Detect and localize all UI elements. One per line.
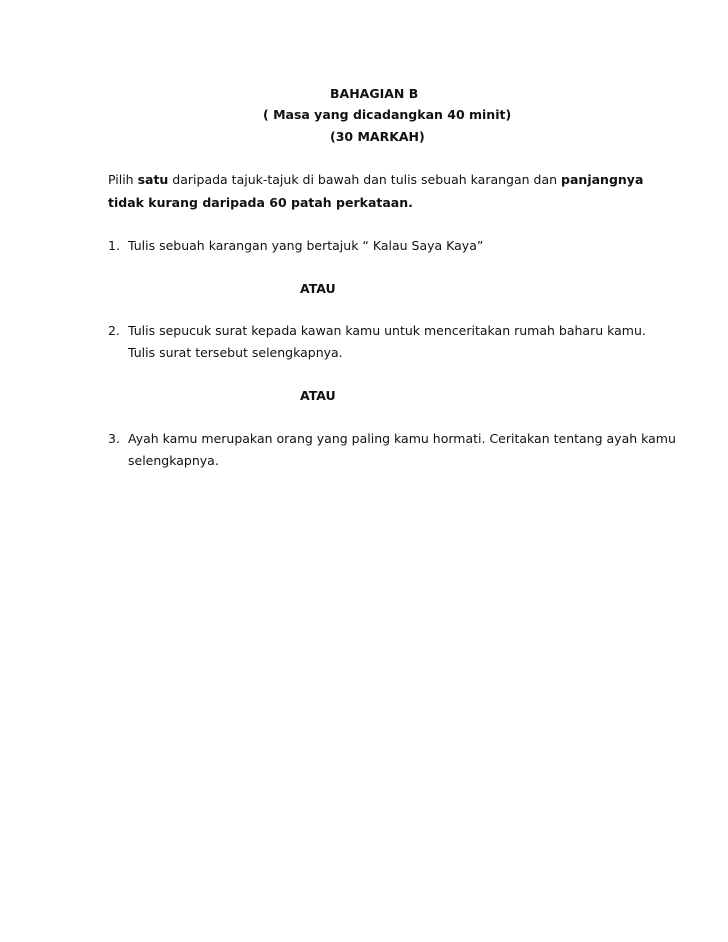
separator-atau: ATAU — [300, 281, 336, 296]
instruction-text-a: Pilih — [108, 172, 138, 187]
suggested-time: ( Masa yang dicadangkan 40 minit) — [263, 107, 512, 122]
instruction-bold-panjangnya: panjangnya — [561, 172, 644, 187]
total-marks: (30 MARKAH) — [330, 129, 425, 144]
instruction-bold-satu: satu — [137, 172, 169, 187]
question-text: Tulis sepucuk surat kepada kawan kamu untuk menceritakan rumah baharu kamu. — [128, 323, 646, 338]
question-1 — [108, 238, 483, 253]
question-3 — [108, 431, 676, 446]
instruction-line-1 — [108, 172, 643, 187]
section-title: BAHAGIAN B — [330, 86, 419, 101]
question-number: 2. — [108, 323, 120, 338]
question-text: Tulis sebuah karangan yang bertajuk “ Kalau Saya Kaya” — [128, 238, 484, 253]
separator-atau: ATAU — [300, 388, 336, 403]
question-number: 3. — [108, 431, 120, 446]
question-2 — [108, 323, 646, 338]
instruction-line-2: tidak kurang daripada 60 patah perkataan. — [108, 195, 413, 210]
question-text: Ayah kamu merupakan orang yang paling kamu hormati. Ceritakan tentang ayah kamu — [128, 431, 676, 446]
question-2-continuation: Tulis surat tersebut selengkapnya. — [128, 345, 343, 360]
instruction-text-b: daripada tajuk-tajuk di bawah dan tulis sebuah karangan dan — [168, 172, 562, 187]
question-3-continuation: selengkapnya. — [128, 453, 219, 468]
question-number: 1. — [108, 238, 120, 253]
